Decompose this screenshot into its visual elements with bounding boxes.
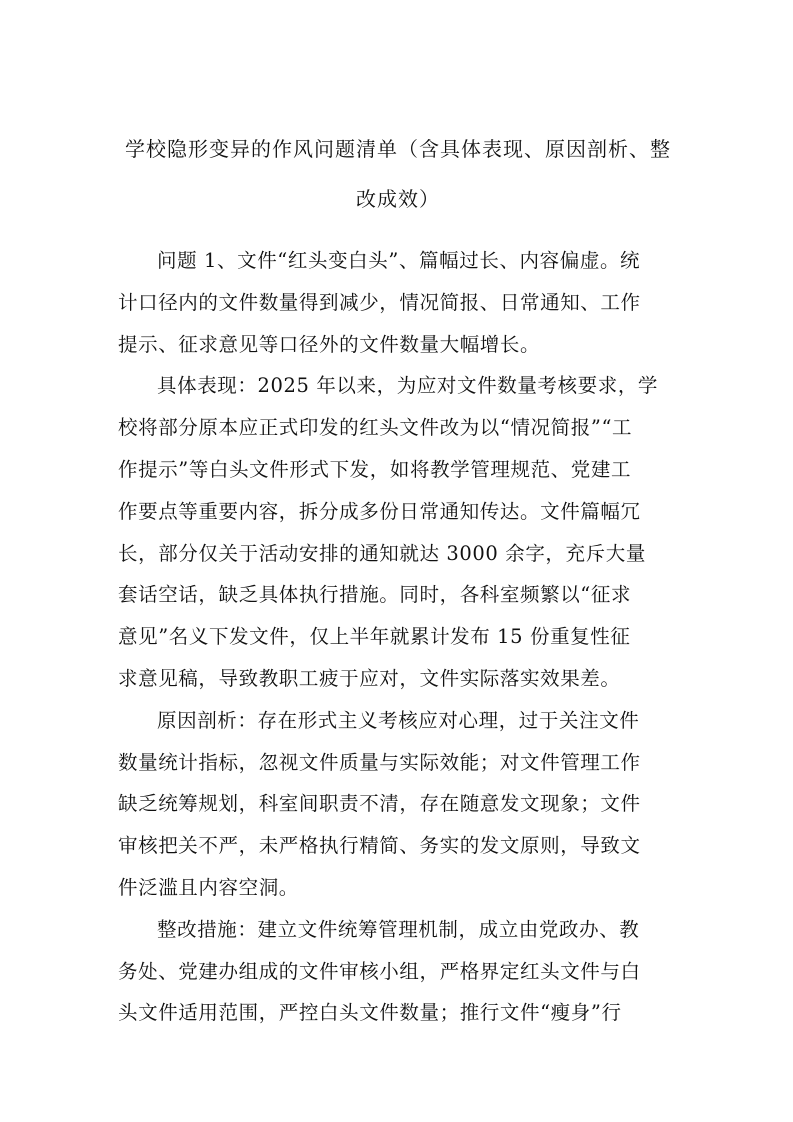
text-line: 问题 1、文件“红头变白头”、篇幅过长、内容偏虚。统 [157,249,641,272]
text-line: 作要点等重要内容，拆分成多份日常通知传达。文件篇幅冗 [118,499,641,523]
paragraph-manifestation [118,365,676,699]
text-line: 校将部分原本应正式印发的红头文件改为以“情况简报”“工 [118,416,633,440]
text-line: 件泛滥且内容空洞。 [118,875,299,899]
title-line: 学校隐形变异的作风问题清单（含具体表现、原因剖析、整 [125,137,671,161]
text-line: 套话空话，缺乏具体执行措施。同时，各科室频繁以“征求 [118,583,632,607]
paragraph-cause-analysis [118,700,676,909]
text-line: 求意见稿，导致教职工疲于应对，文件实际落实效果差。 [118,666,621,690]
paragraph-problem [118,240,676,365]
text-line: 数量统计指标，忽视文件质量与实际效能；对文件管理工作 [118,750,641,774]
title-line: 改成效） [356,187,440,211]
text-line: 整改措施：建立文件统筹管理机制，成立由党政办、教 [157,917,640,941]
paragraph-rectification [118,909,676,1034]
text-line: 务处、党建办组成的文件审核小组，严格界定红头文件与白 [118,959,641,983]
text-line: 缺乏统筹规划，科室间职责不清，存在随意发文现象；文件 [118,792,641,816]
text-line: 提示、征求意见等口径外的文件数量大幅增长。 [118,332,541,356]
text-line: 作提示”等白头文件形式下发，如将教学管理规范、党建工 [118,457,632,481]
text-line: 长，部分仅关于活动安排的通知就达 3000 余字，充斥大量 [118,541,646,565]
document-body [118,240,676,1034]
text-line: 头文件适用范围，严控白头文件数量；推行文件“瘦身”行 [118,1001,622,1025]
text-line: 原因剖析：存在形式主义考核应对心理，过于关注文件 [157,708,640,732]
text-line: 计口径内的文件数量得到减少，情况简报、日常通知、工作 [118,290,641,314]
text-line: 具体表现：2025 年以来，为应对文件数量考核要求，学 [157,374,659,398]
text-line: 审核把关不严，未严格执行精简、务实的发文原则，导致文 [118,834,641,858]
document-title [118,124,678,224]
text-line: 意见”名义下发文件，仅上半年就累计发布 15 份重复性征 [118,625,631,649]
